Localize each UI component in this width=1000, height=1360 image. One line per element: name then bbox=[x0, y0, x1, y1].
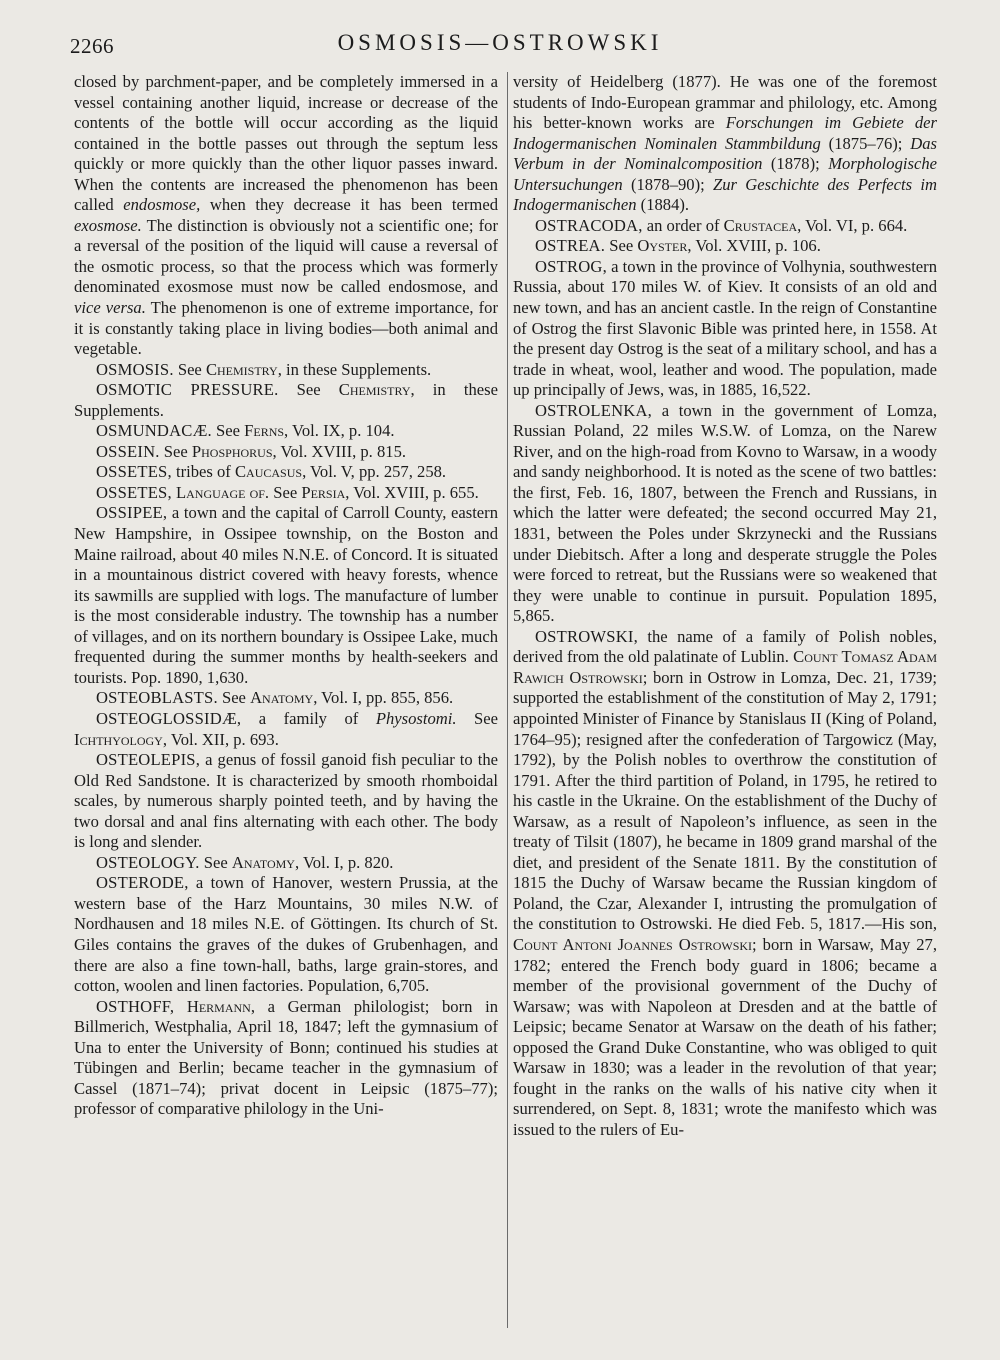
article-entry bbox=[74, 421, 498, 442]
headword: OSMOSIS. bbox=[96, 359, 174, 379]
body-text: a town in the province of Volhynia, southwestern Russia, about 170 miles W. of Kiev. It consists of an old and new town, and has an ancient castle. In the reign of Constantine of Ostrog the first Slavonic Bible was printed here, in 1558. At the present day Ostrog is the seat of a military school, and has a trade in wheat, wool, leather and wood. The population, made up principally of Jews, was, in 1885, 16,522. bbox=[513, 256, 937, 400]
body-text: (1878–90); bbox=[622, 174, 714, 194]
body-text: See bbox=[456, 708, 498, 728]
article-entry bbox=[74, 853, 498, 874]
body-text: a genus of fossil ganoid fish peculiar to the Old Red Sandstone. It is characterized by smooth rhomboidal scales, by numerous sharply pointed teeth, and by having the two dorsal and anal fins alternating with each other. The body is long and slender. bbox=[74, 750, 498, 852]
headword: OSMOTIC PRESSURE. bbox=[96, 380, 279, 400]
small-caps-text: Hermann bbox=[186, 996, 251, 1016]
body-text: a town and the capital of Carroll County, eastern New Hampshire, in Ossipee township, on the Boston and Maine railroad, about 40 miles N.N.E. of Concord. It is situated in a mountainous district covered with heavy forests, whence its sawmills are supplied with logs. The manufacture of lumber is the most considerable industry. The township has a number of villages, and on its northern boundary is Ossipee Lake, much frequented during the summer months by health-seekers and tourists. Pop. 1890, 1,630. bbox=[74, 503, 498, 687]
body-text: , Vol. I, p. 820. bbox=[294, 852, 394, 872]
article-entry bbox=[74, 360, 498, 381]
running-head: OSMOSIS—OSTROWSKI bbox=[337, 30, 663, 55]
body-text: See bbox=[269, 482, 302, 502]
headword: OSTROLENKA, bbox=[535, 400, 652, 420]
body-text: See bbox=[211, 421, 245, 441]
headword: OSTEOGLOSSIDÆ, bbox=[96, 708, 242, 728]
article-entry bbox=[74, 442, 498, 463]
article-continuation bbox=[74, 72, 498, 360]
article-entry bbox=[513, 236, 937, 257]
small-caps-text: Oyster bbox=[637, 236, 688, 256]
italic-text: Das Verbum in der Nominalcomposition bbox=[513, 133, 937, 174]
body-text bbox=[174, 997, 187, 1016]
article-entry bbox=[74, 462, 498, 483]
headword: OSSEIN. bbox=[96, 441, 160, 461]
body-text: The distinction is obviously not a scientific one; for a reversal of the position of the liquid will cause a reversal of the osmotic process, so that the process which was formerly denominated exosmose must now be called endosmose, and bbox=[74, 215, 498, 297]
article-entry bbox=[513, 627, 937, 1141]
small-caps-text: Anatomy bbox=[250, 688, 314, 708]
right-column bbox=[513, 72, 937, 1334]
headword: OSSIPEE, bbox=[96, 503, 168, 523]
body-text: when they decrease it has been termed bbox=[200, 195, 498, 215]
body-text: See bbox=[199, 852, 232, 872]
article-entry bbox=[513, 216, 937, 237]
body-text: , Vol. V, pp. 257, 258. bbox=[302, 462, 447, 482]
small-caps-text: Chemistry bbox=[338, 380, 411, 400]
headword: OSTHOFF, bbox=[96, 996, 175, 1016]
body-text: , Vol. I, pp. 855, 856. bbox=[313, 688, 454, 708]
body-text: See bbox=[159, 441, 192, 461]
body-text: , a German philologist; born in Billmerich, Westphalia, April 18, 1847; left the gymnasium of Una to enter the University of Bonn; continued his studies at Tübingen and Berlin; became teacher in the gymnasium of Cassel (1871–74); privat docent in Leipsic (1875–77); professor of comparative philology in the Uni- bbox=[74, 996, 498, 1119]
small-caps-text: Language of. bbox=[175, 482, 270, 502]
body-text: See bbox=[605, 236, 638, 256]
article-entry bbox=[74, 380, 498, 421]
left-column bbox=[74, 72, 498, 1334]
small-caps-text: Phosphorus bbox=[191, 441, 273, 461]
body-text: , in these Supplements. bbox=[74, 380, 498, 420]
article-entry bbox=[513, 257, 937, 401]
article-entry bbox=[74, 997, 498, 1120]
italic-text: Morphologische Untersuchungen bbox=[513, 154, 937, 194]
body-text: versity of Heidelberg (1877). He was one of the foremost students of Indo-European grammar and philology, etc. Among his better-known works are bbox=[513, 72, 937, 133]
italic-text: endosmose, bbox=[123, 195, 201, 215]
body-text: , Vol. XVIII, p. 815. bbox=[272, 441, 407, 461]
body-text: tribes of bbox=[171, 462, 235, 482]
small-caps-text: Chemistry bbox=[205, 359, 278, 379]
small-caps-text: Anatomy bbox=[231, 852, 295, 872]
article-continuation bbox=[513, 72, 937, 216]
italic-text: vice versa. bbox=[74, 298, 146, 318]
body-text: a town of Hanover, western Prussia, at the western base of the Harz Mountains, 30 miles N.W. of Nordhausen and 18 miles N.E. of Göttingen. Its church of St. Giles contains the graves of the dukes of Grubenhagen, and there are also a fine town-hall, baths, large grain-stores, and cotton, woolen and linen factories. Population, 6,705. bbox=[74, 873, 498, 996]
body-text: , Vol. XVIII, p. 655. bbox=[345, 482, 479, 502]
italic-text: Forschungen im Gebiete der Indogermanischen Nominalen Stammbildung bbox=[513, 113, 937, 153]
body-text: (1875–76); bbox=[820, 133, 911, 153]
italic-text: exosmose. bbox=[74, 215, 142, 235]
article-entry bbox=[74, 709, 498, 750]
body-text: closed by parchment-paper, and be completely immersed in a vessel containing another liquid, increase or decrease of the contents of the bottle will occur according as the liquid contained in the bottle passes out through the septum less quickly or more quickly than the other liquor passes inward. When the contents are increased the phenomenon has been called bbox=[74, 72, 498, 215]
article-entry bbox=[513, 401, 937, 627]
small-caps-text: Ferns bbox=[244, 421, 285, 441]
headword: OSSETES, bbox=[96, 462, 172, 482]
body-text: a family of bbox=[241, 708, 376, 728]
body-text: , Vol. XVIII, p. 106. bbox=[687, 236, 821, 256]
article-entry bbox=[74, 750, 498, 853]
body-text: , Vol. VI, p. 664. bbox=[797, 215, 908, 235]
headword: OSTEOLOGY. bbox=[96, 852, 200, 872]
page-number: 2266 bbox=[70, 34, 114, 58]
headword: OSTRACODA, bbox=[535, 215, 643, 235]
article-entry bbox=[74, 688, 498, 709]
italic-text: Physostomi. bbox=[375, 708, 457, 728]
body-text: an order of bbox=[642, 215, 724, 235]
body-text: (1884). bbox=[636, 195, 690, 215]
body-text: See bbox=[173, 359, 206, 379]
headword: OSMUNDACÆ. bbox=[96, 421, 212, 441]
body-text: a town in the government of Lomza, Russian Poland, 22 miles W.S.W. of Lomza, on the Narew River, and on the high-road from Kovno to Warsaw, in a woody and sandy neighborhood. It is noted as the scene of two battles: the first, Feb. 16, 1807, between the French and Russians, in which the latter were defeated; the second occurred May 21, 1831, between the Poles under Skrzynecki and the Russians under Diebitsch. After a long and desperate struggle the Poles were forced to retreat, but the Russians were so weakened that they were unable to continue in pursuit. Population 1895, 5,865. bbox=[513, 400, 937, 626]
body-text: , Vol. IX, p. 104. bbox=[284, 421, 395, 441]
small-caps-text: Ichthyology bbox=[74, 729, 163, 749]
small-caps-text: Caucasus bbox=[234, 462, 303, 482]
article-entry bbox=[74, 483, 498, 504]
body-text: , in these Supplements. bbox=[277, 359, 432, 379]
body-text: See bbox=[217, 688, 251, 708]
small-caps-text: Count Antoni Joannes Ostrowski bbox=[513, 934, 753, 954]
body-text: (1878); bbox=[762, 154, 829, 174]
body-text: See bbox=[278, 380, 339, 400]
small-caps-text: Count Tomasz Adam Rawich Ostrowski bbox=[513, 647, 937, 687]
headword: OSTERODE, bbox=[96, 873, 189, 893]
article-entry bbox=[74, 873, 498, 996]
article-entry bbox=[74, 503, 498, 688]
body-text: ; born in Ostrow in Lomza, Dec. 21, 1739; supported the establishment of the constitution of May 2, 1791; appointed Minister of Finance by Stanislaus II (King of Poland, 1764–95); resigned after the confederation of Targowicz (May, 1792), by the Polish nobles to overthrow the constitution of 1791. After the third partition of Poland, in 1795, he retired to his castle in the Ukraine. On the establishment of the Duchy of Warsaw, as a result of Napoleon’s influence, as seen in the treaty of Tilsit (1807), he became in 1809 grand marshal of the diet, and president of the Senate 1811. By the constitution of 1815 the Duchy of Warsaw became the Russian kingdom of Poland, the Czar, Alexander I, intrusting the promulgation of the constitution to Ostrowski. He died Feb. 5, 1817.—His son, bbox=[513, 667, 937, 934]
small-caps-text: Crustacea bbox=[723, 215, 798, 235]
headword: OSTROWSKI, bbox=[535, 626, 638, 646]
headword: OSTROG, bbox=[535, 256, 607, 276]
headword: OSTEOLEPIS, bbox=[96, 750, 201, 770]
headword: OSTEOBLASTS. bbox=[96, 688, 218, 708]
body-text: The phenomenon is one of extreme importance, for it is constantly taking place in living bodies—both animal and vegetable. bbox=[74, 298, 498, 359]
body-text: , Vol. XII, p. 693. bbox=[162, 729, 279, 749]
body-text: ; born in Warsaw, May 27, 1782; entered the French body guard in 1806; became a member of the provisional government of the Duchy of Warsaw; was with Napoleon at Dresden and at the battle of Leipsic; became Senator at Warsaw on the death of his father; opposed the Grand Duke Constantine, who was obliged to quit Warsaw in 1830; was a leader in the revolution of that year; fought in the ranks on the walls of his native city when it surrendered, on Sept. 8, 1831; wrote the manifesto which was issued to the rulers of Eu- bbox=[513, 934, 937, 1139]
headword: OSSETES, bbox=[96, 482, 172, 502]
body-text: the name of a family of Polish nobles, derived from the old palatinate of Lublin. bbox=[513, 626, 937, 667]
small-caps-text: Persia bbox=[301, 482, 346, 502]
column-rule bbox=[507, 72, 508, 1328]
italic-text: Zur Geschichte des Perfects im Indogermanischen bbox=[513, 174, 937, 215]
headword: OSTREA. bbox=[535, 236, 606, 256]
